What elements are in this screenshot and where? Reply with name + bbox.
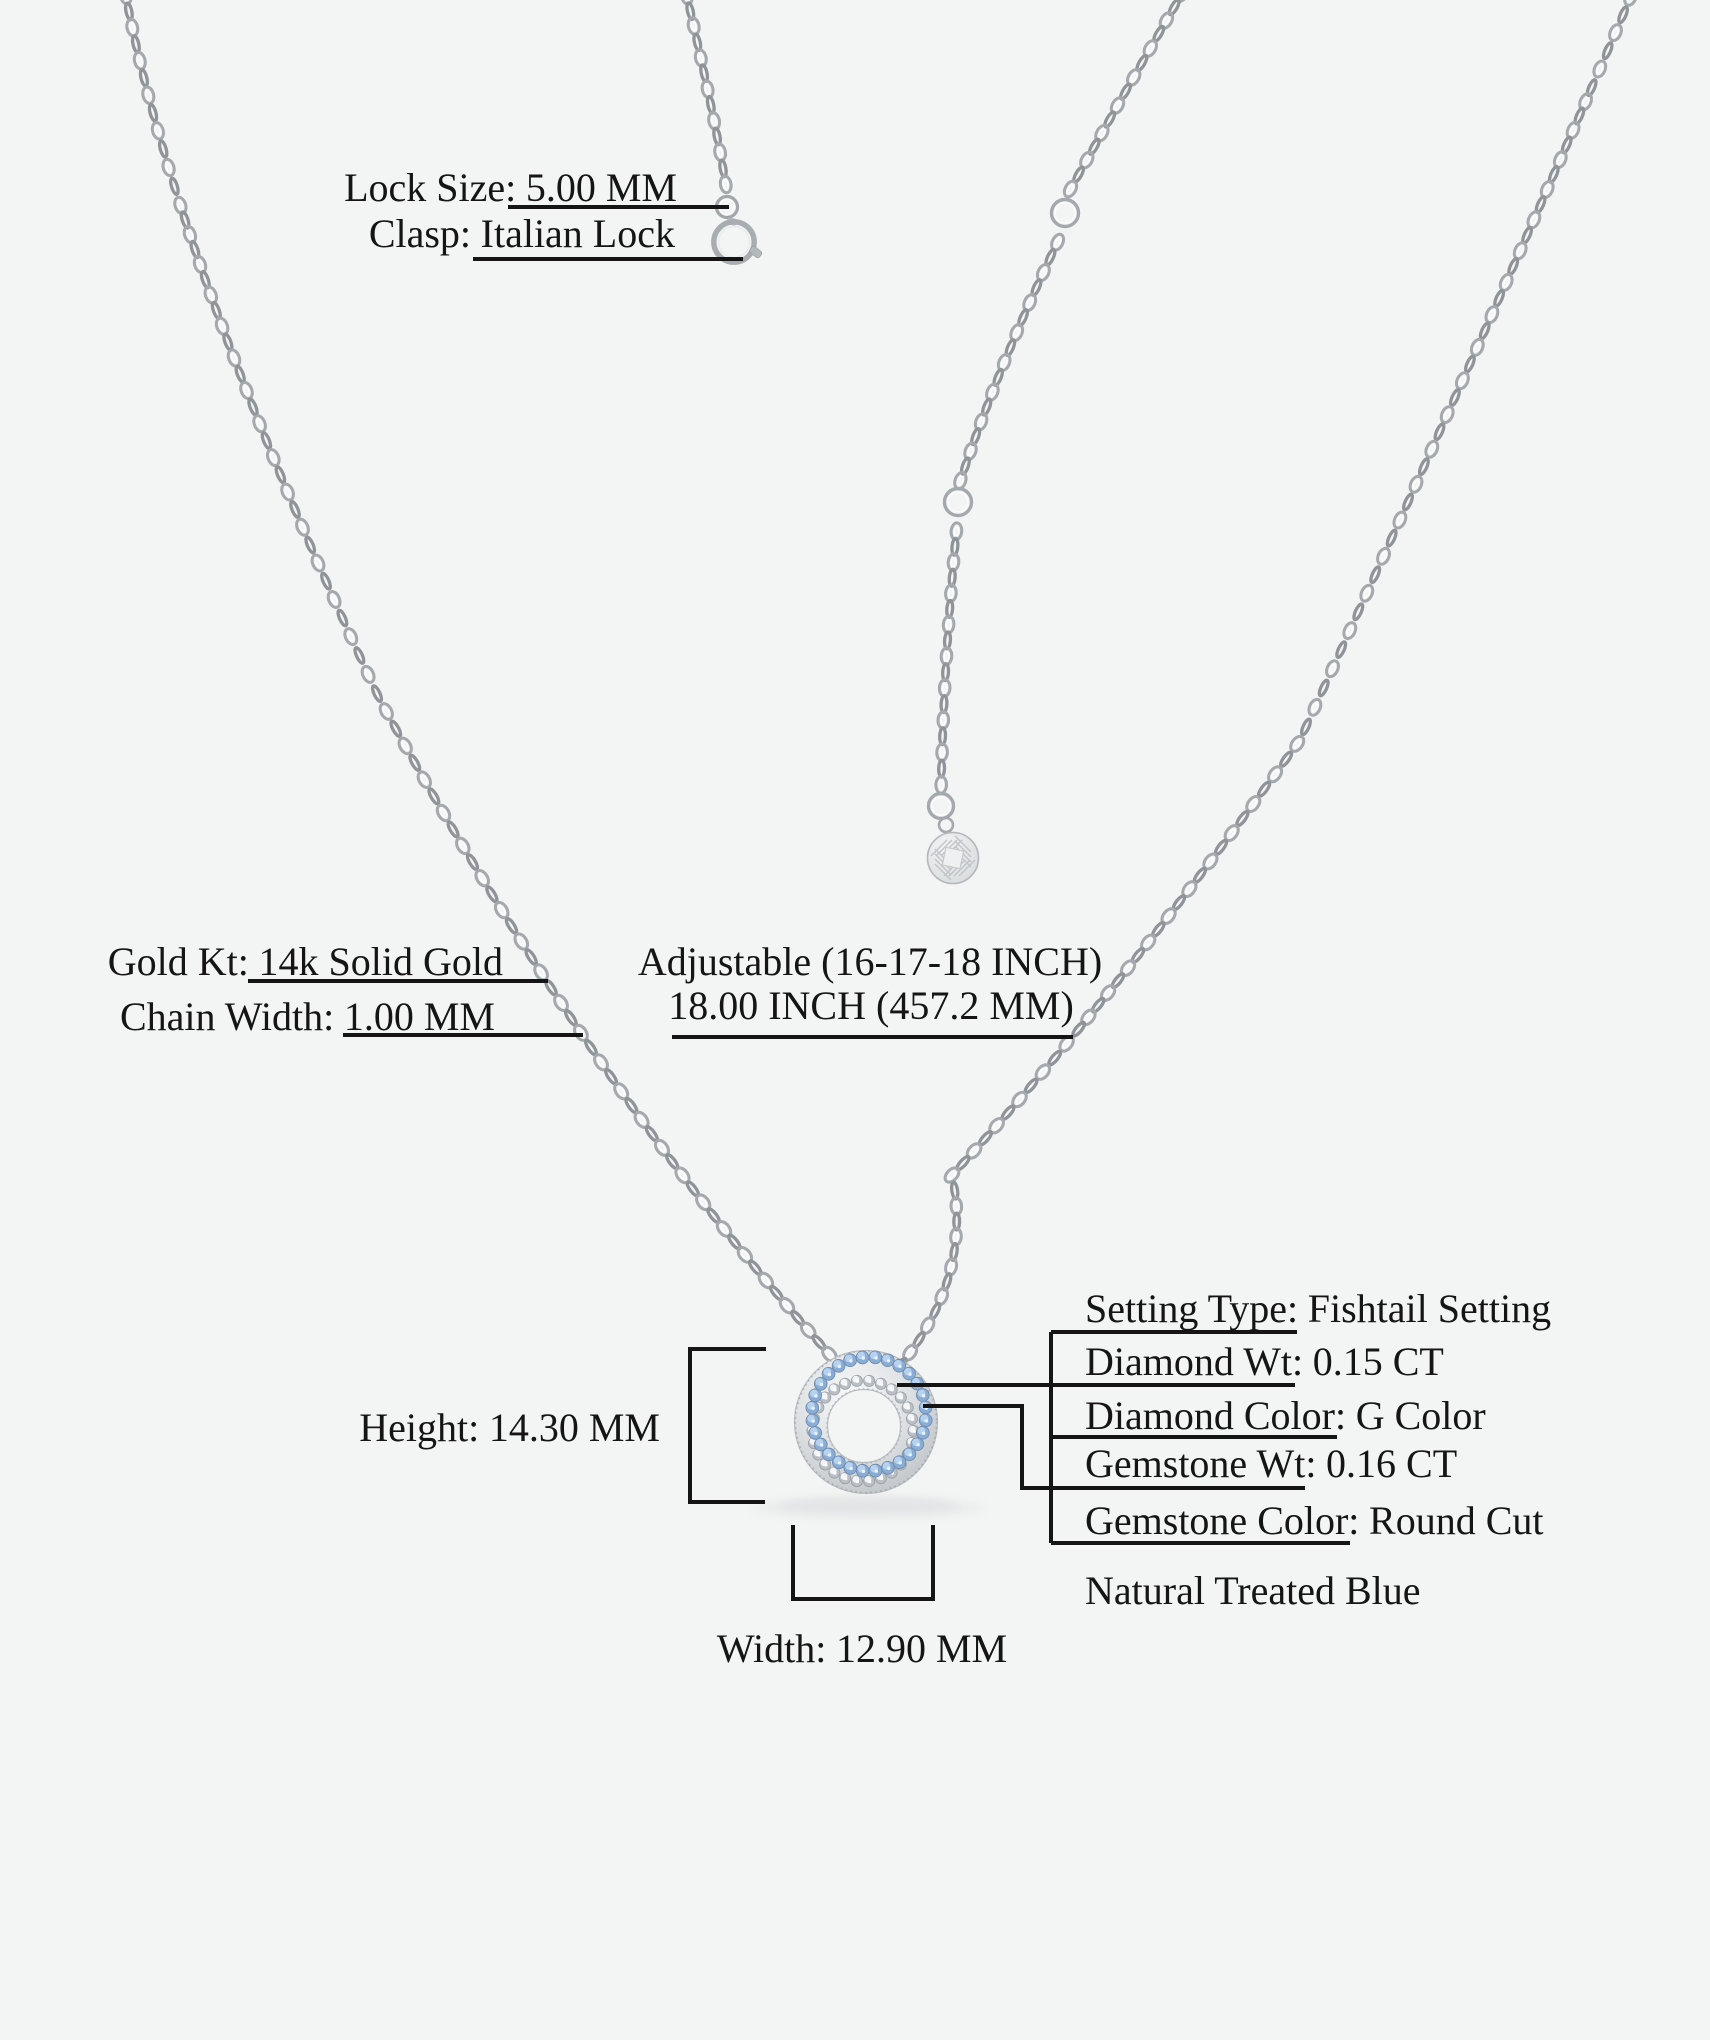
- clasp-label: Clasp:: [368, 211, 472, 256]
- diamond-wt-label: Diamond Wt:: [1085, 1339, 1304, 1384]
- gold-kt-annotation: [107, 939, 503, 984]
- chain-width-value: 1.00 MM: [343, 994, 495, 1039]
- chain-extender-mid: [953, 232, 1066, 490]
- height-bracket: [690, 1349, 766, 1502]
- chain-width-label: Chain Width:: [119, 994, 335, 1039]
- diamond-color-label: Diamond Color:: [1085, 1393, 1347, 1438]
- chain-extender-drop: [936, 522, 963, 793]
- chain-right-strand: [880, 0, 1639, 1388]
- diamond-color-annotation: [1085, 1393, 1486, 1438]
- height-annotation: [359, 1405, 660, 1450]
- lock-size-value: 5.00 MM: [525, 165, 677, 210]
- diamond-wt-annotation: [1085, 1339, 1444, 1384]
- setting-type-value: Fishtail Setting: [1307, 1286, 1552, 1331]
- setting-type-label: Setting Type:: [1085, 1286, 1299, 1331]
- chain-extender-top: [1062, 0, 1191, 199]
- gemstone-wt-annotation: [1085, 1441, 1458, 1486]
- clasp-annotation: [368, 211, 675, 256]
- diamond-color-value: G Color: [1355, 1393, 1486, 1438]
- setting-type-annotation: [1085, 1286, 1552, 1331]
- chain-width-annotation: [119, 994, 495, 1039]
- pendant: [795, 1351, 938, 1494]
- gold-kt-value: 14k Solid Gold: [258, 939, 503, 984]
- diamond-wt-value: 0.15 CT: [1312, 1339, 1444, 1384]
- charm-disc-icon: [928, 833, 979, 884]
- extender-rings: [929, 200, 1079, 833]
- width-value: 12.90 MM: [835, 1626, 1008, 1671]
- width-label: Width:: [716, 1626, 827, 1671]
- dimension-lines: [248, 207, 1350, 1599]
- width-annotation: [716, 1626, 1008, 1671]
- width-bracket: [793, 1525, 933, 1599]
- adjustable-length-line2: 18.00 INCH (457.2 MM): [668, 983, 1074, 1028]
- chain-clasp-strand: [680, 0, 733, 194]
- height-value: 14.30 MM: [488, 1405, 660, 1450]
- lock-size-annotation: [344, 165, 677, 210]
- gemstone-color-label: Gemstone Color:: [1085, 1498, 1360, 1543]
- gemstone-color-annotation-line2: Natural Treated Blue: [1085, 1568, 1421, 1613]
- lock-size-label: Lock Size:: [344, 165, 517, 210]
- height-label: Height:: [359, 1405, 480, 1450]
- gemstone-wt-label: Gemstone Wt:: [1085, 1441, 1317, 1486]
- adjustable-length-line1: Adjustable (16-17-18 INCH): [637, 939, 1103, 984]
- gemstone-wt-value: 0.16 CT: [1326, 1441, 1458, 1486]
- gemstone-color-value: Round Cut: [1369, 1498, 1544, 1543]
- gold-kt-label: Gold Kt:: [107, 939, 249, 984]
- gemstone-color-annotation: [1085, 1498, 1544, 1543]
- clasp-value: Italian Lock: [480, 211, 675, 256]
